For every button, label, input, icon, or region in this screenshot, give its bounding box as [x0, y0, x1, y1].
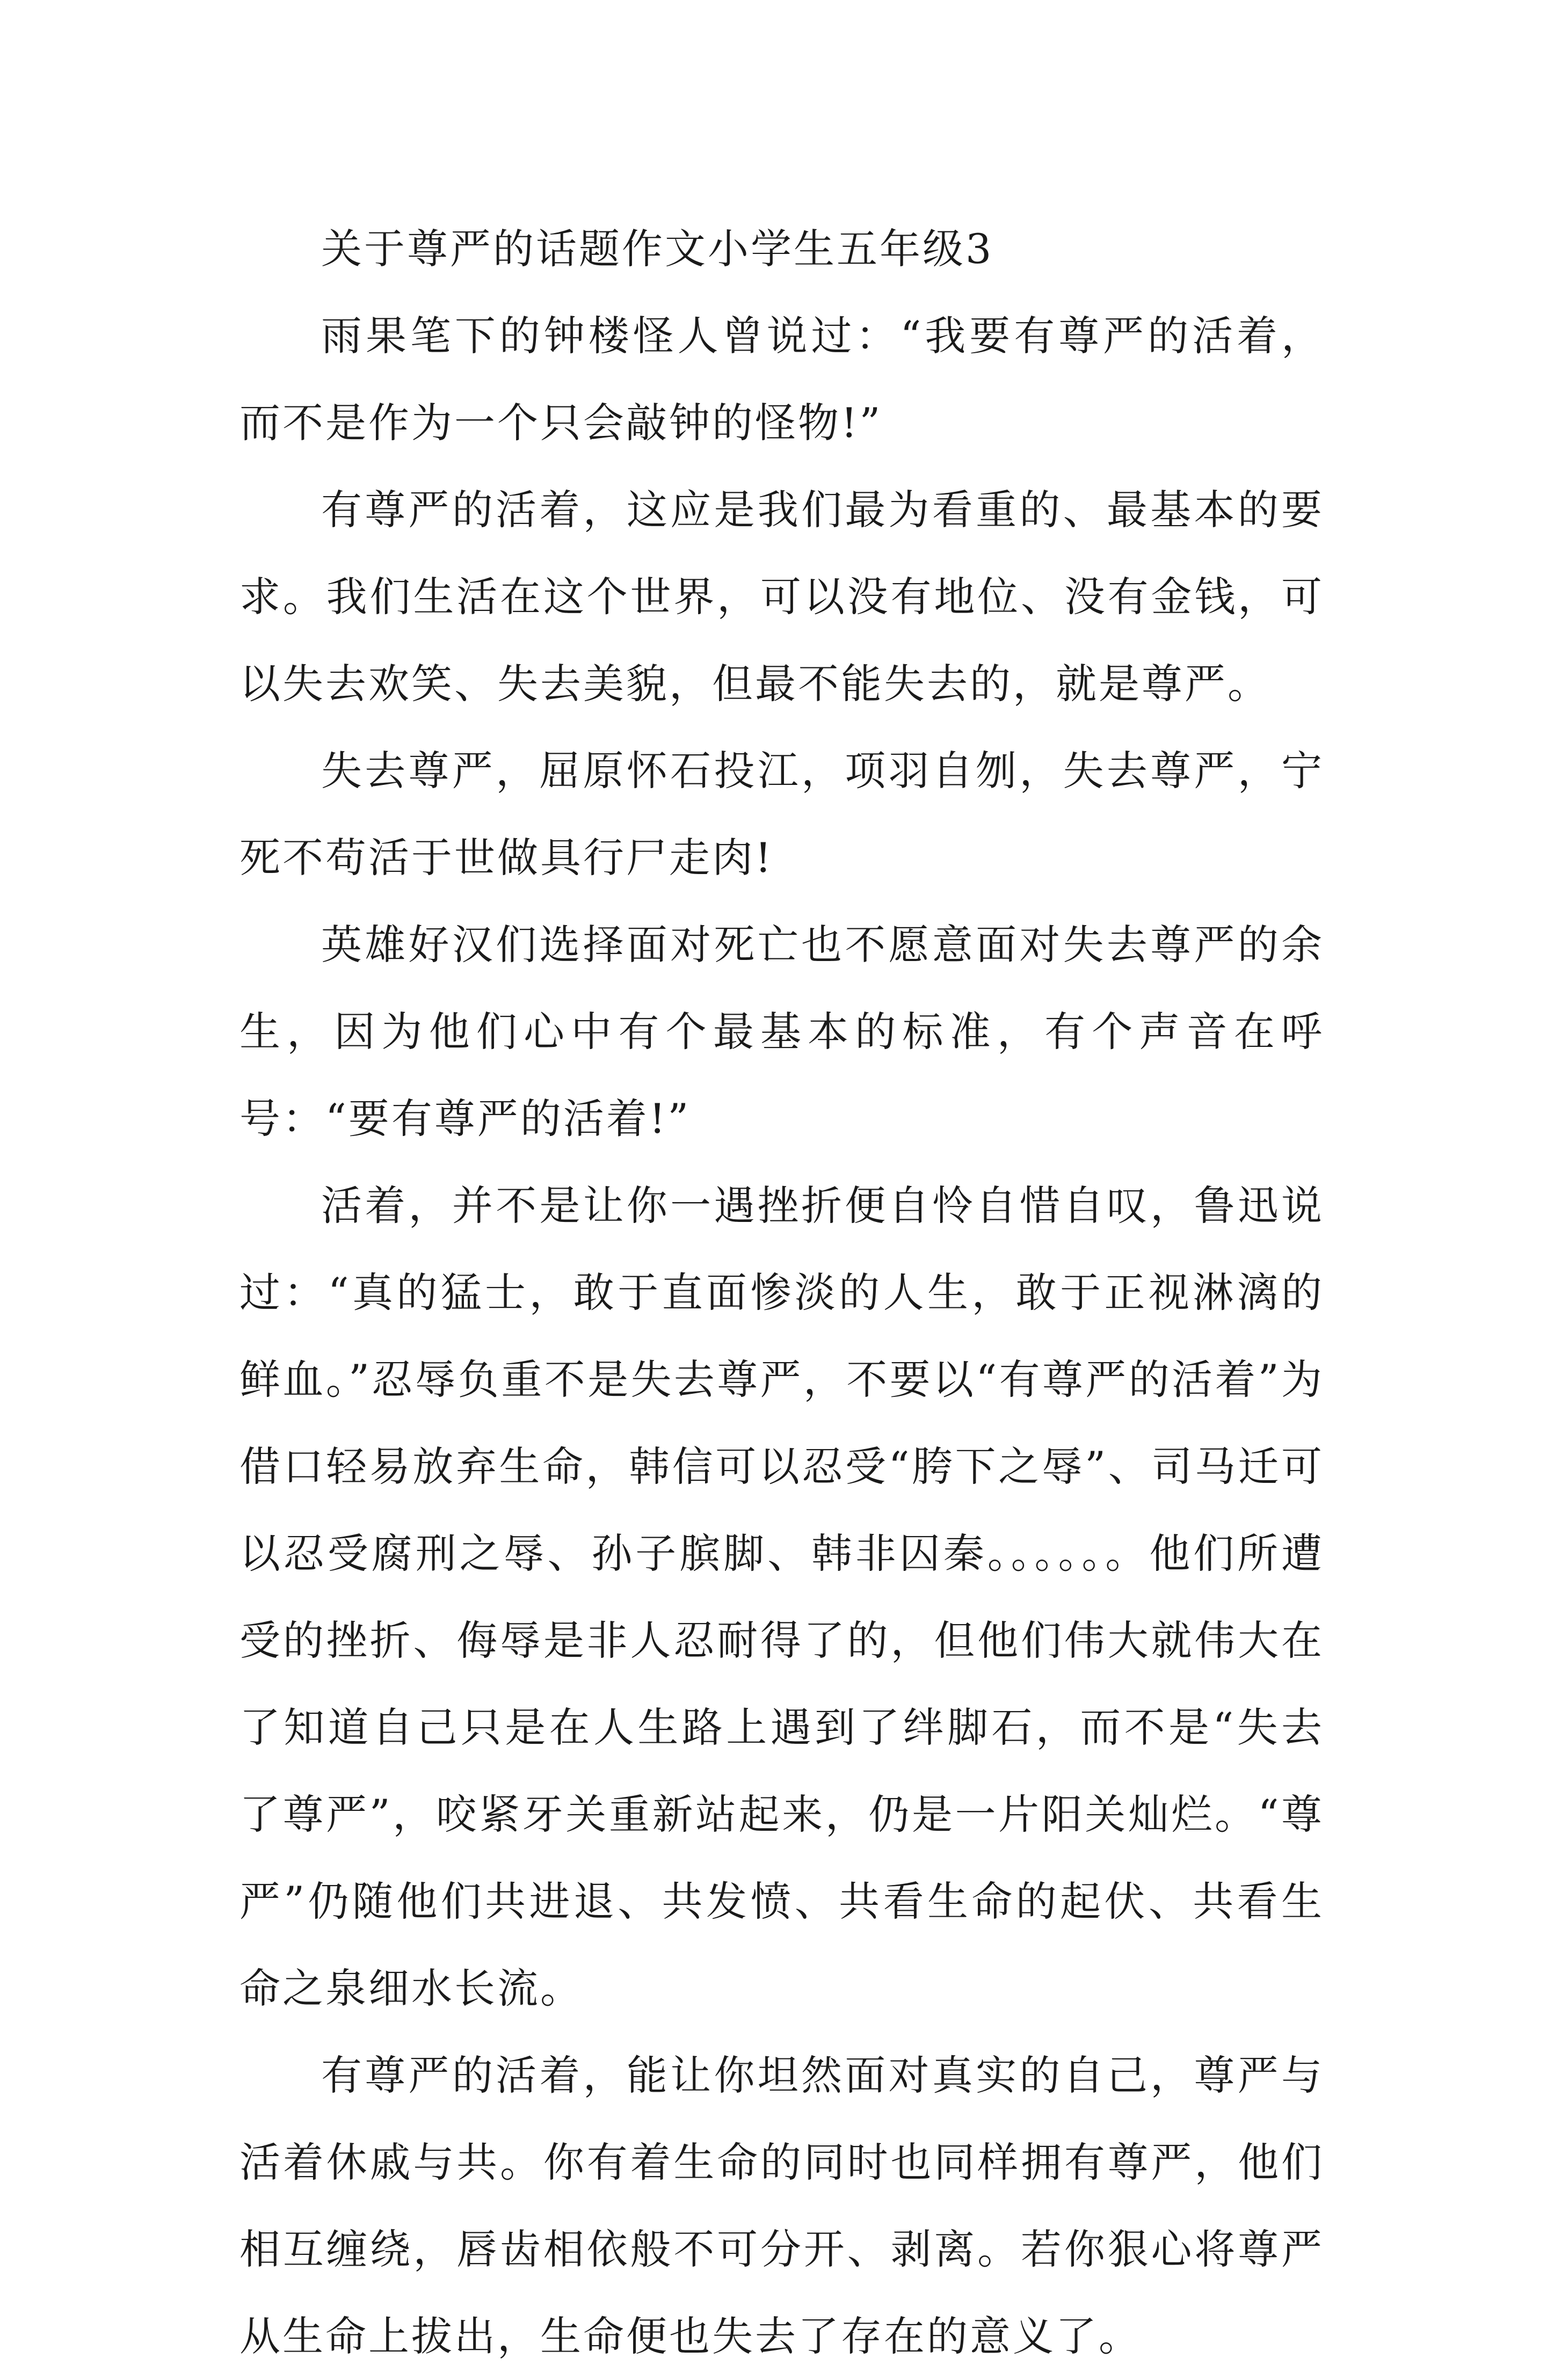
paragraph-1: 雨果笔下的钟楼怪人曾说过：“我要有尊严的活着，而不是作为一个只会敲钟的怪物!”: [239, 312, 1324, 447]
paragraph-3: 失去尊严，屈原怀石投江，项羽自刎，失去尊严，宁死不苟活于世做具行尸走肉!: [239, 747, 1324, 882]
document-title: 关于尊严的话题作文小学生五年级3: [321, 225, 994, 273]
paragraph-5: 活着，并不是让你一遇挫折便自怜自惜自叹，鲁迅说过：“真的猛士，敢于直面惨淡的人生，敢于正视淋漓的鲜血。”忍辱负重不是失去尊严，不要以“有尊严的活着”为借口轻易放弃生命，韩信可以忍受“胯下之辱”、司马迁可以忍受腐刑之辱、孙子膑脚、韩非囚秦。。。。。。他们所遭受的挫折、侮辱是非人忍耐得了的，但他们伟大就伟大在了知道自己只是在人生路上遇到了绊脚石，而不是“失去了尊严”，咬紧牙关重新站起来，仍是一片阳关灿烂。“尊严”仍随他们共进退、共发愤、共看生命的起伏、共看生命之泉细水长流。: [239, 1182, 1324, 2012]
document-body: [239, 206, 1324, 2380]
paragraph-2: 有尊严的活着，这应是我们最为看重的、最基本的要求。我们生活在这个世界，可以没有地位、没有金钱，可以失去欢笑、失去美貌，但最不能失去的，就是尊严。: [239, 486, 1324, 708]
paragraph-4: 英雄好汉们选择面对死亡也不愿意面对失去尊严的余生，因为他们心中有个最基本的标准，有个声音在呼号：“要有尊严的活着!”: [239, 921, 1324, 1142]
paragraph-6: 有尊严的活着，能让你坦然面对真实的自己，尊严与活着休戚与共。你有着生命的同时也同样拥有尊严，他们相互缠绕，唇齿相依般不可分开、剥离。若你狠心将尊严从生命上拔出，生命便也失去了存在的意义了。: [239, 2051, 1324, 2360]
